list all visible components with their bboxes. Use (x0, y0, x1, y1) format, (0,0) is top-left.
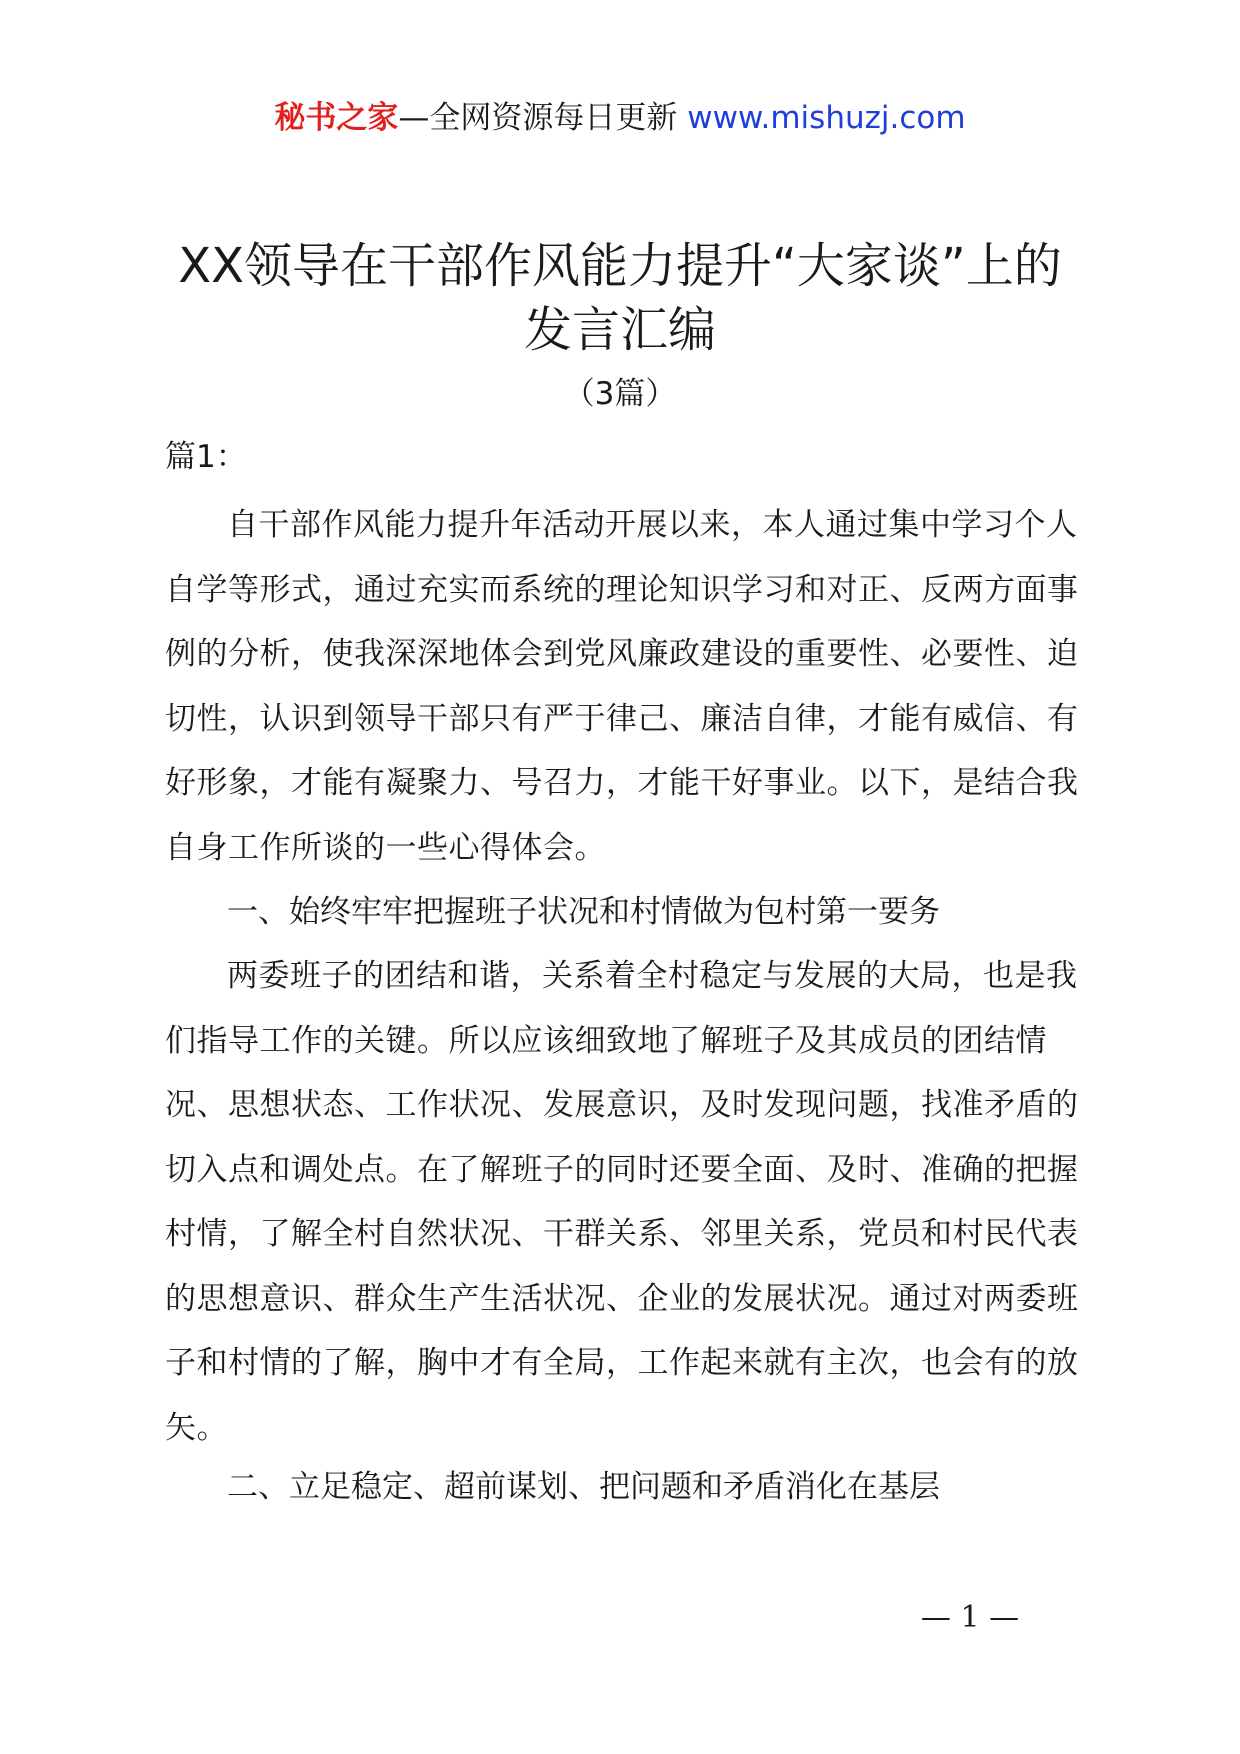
website-link[interactable]: www.mishuzj.com (687, 100, 966, 136)
document-title-line-1: XX领导在干部作风能力提升“大家谈”上的 (178, 238, 1062, 294)
section-label: 篇1： (165, 439, 247, 475)
document-subtitle: （3篇） (563, 376, 677, 412)
section-heading: 一、始终牢牢把握班子状况和村情做为包村第一要务 (227, 894, 940, 930)
header-banner (0, 98, 1240, 138)
document-title-line-2: 发言汇编 (523, 302, 716, 358)
header-slogan: —全网资源每日更新 (398, 100, 678, 136)
body-paragraph-2-block (165, 944, 1085, 1460)
page-number: — 1 — (920, 1600, 1020, 1635)
section-heading-2-block (165, 1455, 1085, 1520)
document-title (0, 234, 1240, 362)
section-heading: 二、立足稳定、超前谋划、把问题和矛盾消化在基层 (227, 1469, 940, 1505)
body-paragraph-1-block (165, 493, 1085, 880)
brand-name: 秘书之家 (274, 100, 399, 136)
section-heading-1-block (165, 880, 1085, 945)
body-paragraph: 自干部作风能力提升年活动开展以来，本人通过集中学习个人自学等形式，通过充实而系统的理论知识学习和对正、反两方面事例的分析，使我深深地体会到党风廉政建设的重要性、必要性、迫切性，认识到领导干部只有严于律己、廉洁自律，才能有威信、有好形象，才能有凝聚力、号召力，才能干好事业。以下，是结合我自身工作所谈的一些心得体会。 (165, 507, 1079, 866)
body-paragraph: 两委班子的团结和谐，关系着全村稳定与发展的大局，也是我们指导工作的关键。所以应该细致地了解班子及其成员的团结情况、思想状态、工作状况、发展意识，及时发现问题，找准矛盾的切入点和调处点。在了解班子的同时还要全面、及时、准确的把握村情，了解全村自然状况、干群关系、邻里关系，党员和村民代表的思想意识、群众生产生活状况、企业的发展状况。通过对两委班子和村情的了解，胸中才有全局，工作起来就有主次，也会有的放矢。 (165, 958, 1079, 1446)
